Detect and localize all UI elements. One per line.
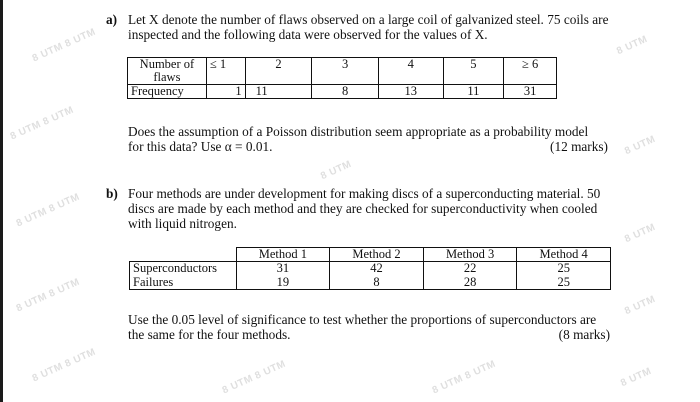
part-b-text-line3: with liquid nitrogen.: [128, 216, 237, 231]
table-row: [130, 248, 611, 262]
table-header-cell: Method 3: [423, 248, 517, 262]
watermark: 8 UTM 8 UTM: [30, 26, 98, 65]
table-cell: 8: [330, 276, 424, 290]
table-cell: 31: [504, 85, 557, 99]
table-cell: 8: [312, 85, 379, 99]
watermark: 8 UTM: [319, 158, 354, 183]
watermark: 8 UTM 8 UTM: [8, 104, 76, 143]
watermark: 8 UTM: [623, 221, 658, 246]
table-cell: 3: [312, 58, 379, 85]
table-cell: ≥ 6: [504, 58, 557, 85]
watermark: 8 UTM 8 UTM: [30, 346, 98, 385]
part-a-question-line1: Does the assumption of a Poisson distribution seem appropriate as a probability model: [128, 124, 589, 139]
part-a-label: a): [106, 12, 118, 27]
part-b-question-line2: the same for the four methods.: [128, 327, 291, 342]
table-row: [130, 262, 611, 276]
part-a-marks: (12 marks): [550, 139, 608, 154]
part-a-text-line1: Let X denote the number of flaws observed on a large coil of galvanized steel. 75 coils are: [128, 12, 609, 27]
table-cell: 13: [378, 85, 443, 99]
part-b-question-line1: Use the 0.05 level of significance to test whether the proportions of superconductors are: [128, 312, 597, 327]
table-cell: 31: [236, 262, 330, 276]
table-cell: 19: [236, 276, 330, 290]
table-row: [128, 58, 557, 85]
part-b-label: b): [106, 186, 118, 201]
table-row: [128, 85, 557, 99]
table-cell: 11: [245, 85, 312, 99]
part-a-question-line2: for this data? Use α = 0.01.: [128, 139, 273, 154]
part-b-text-line1: Four methods are under development for making discs of a superconducting material. 50: [128, 186, 601, 201]
methods-table: [129, 247, 611, 290]
watermark: 8 UTM: [615, 33, 650, 58]
part-a-text-line2: inspected and the following data were observed for the values of X.: [128, 27, 488, 42]
part-b-marks: (8 marks): [558, 327, 610, 342]
table-cell: 4: [378, 58, 443, 85]
table-cell: 28: [423, 276, 517, 290]
table-cell: 25: [517, 262, 611, 276]
watermark: 8 UTM: [619, 365, 654, 390]
watermark: 8 UTM 8 UTM: [14, 191, 82, 230]
page-left-edge: [0, 0, 3, 402]
table-cell: 11: [443, 85, 504, 99]
part-b-text-line2: discs are made by each method and they are checked for superconductivity when cooled: [128, 201, 598, 216]
table-cell: 2: [245, 58, 312, 85]
table-cell: 42: [330, 262, 424, 276]
row-label-superconductors: Superconductors: [130, 262, 237, 276]
table-row: [130, 276, 611, 290]
table-cell: 25: [517, 276, 611, 290]
row-label-failures: Failures: [130, 276, 237, 290]
watermark: 8 UTM 8 UTM: [430, 358, 498, 397]
table-cell: 22: [423, 262, 517, 276]
table-corner-cell: [130, 248, 237, 262]
table-header-cell: Method 4: [517, 248, 611, 262]
watermark: 8 UTM: [623, 293, 658, 318]
watermark: 8 UTM 8 UTM: [14, 276, 82, 315]
flaws-frequency-table: [127, 57, 557, 99]
table-cell: 5: [443, 58, 504, 85]
table-header-cell: Method 1: [236, 248, 330, 262]
row-header-flaws: Number of flaws: [128, 58, 207, 85]
table-cell: 1: [206, 85, 245, 99]
table-cell: ≤ 1: [206, 58, 245, 85]
watermark: 8 UTM 8 UTM: [220, 358, 288, 397]
watermark: 8 UTM: [623, 133, 658, 158]
table-header-cell: Method 2: [330, 248, 424, 262]
row-header-frequency: Frequency: [128, 85, 207, 99]
